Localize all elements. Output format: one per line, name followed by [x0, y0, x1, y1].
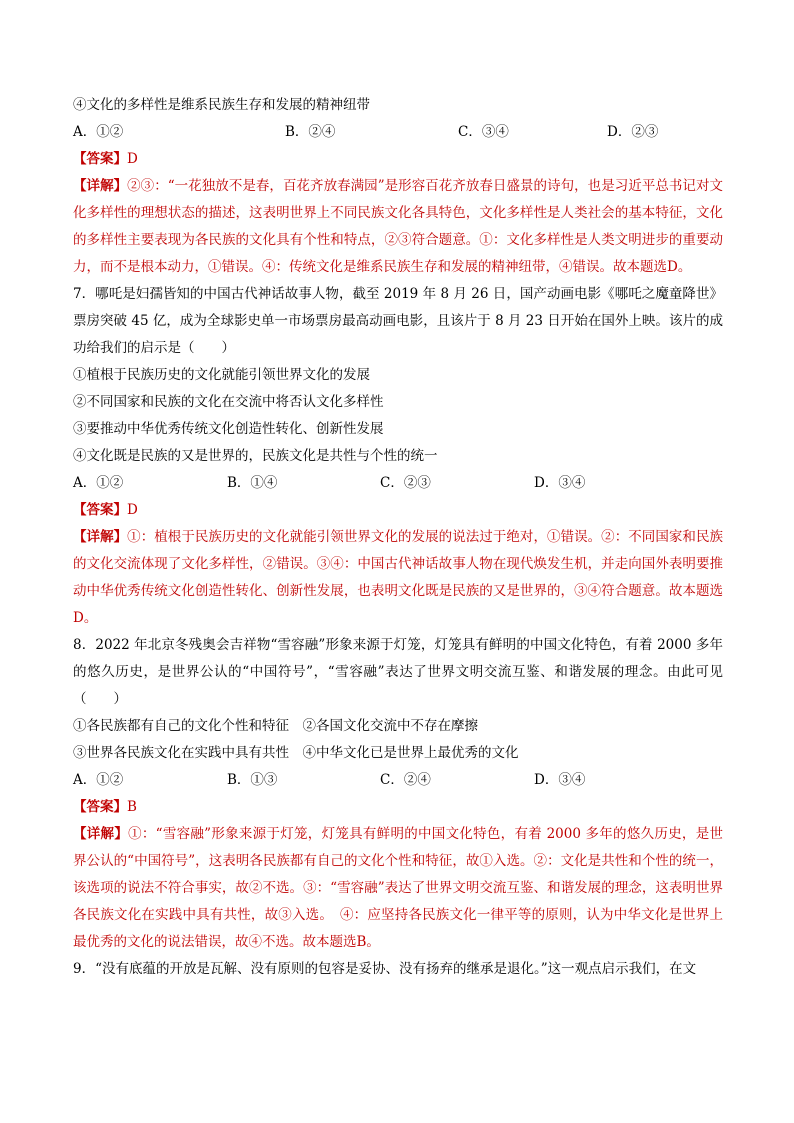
q8-option-c: C．②④: [380, 772, 431, 788]
q7-option-c: C．②③: [380, 475, 431, 491]
q8-stem: 8．2022 年北京冬残奥会吉祥物“雪容融”形象来源于灯笼，灯笼具有鲜明的中国文化特色，有着 2000 多年的悠久历史，是世界公认的“中国符号”，“雪容融”表达了世界文明交流互鉴、和谐发展的理念。由此可见（ ）: [73, 637, 723, 707]
q8-answer: [73, 794, 723, 821]
answer-label: 【答案】: [73, 502, 127, 518]
q6-option-a: A．①②: [73, 124, 124, 140]
q8-option-a: A．①②: [73, 772, 124, 788]
q6-option-d: D．②③: [607, 124, 659, 140]
q7-answer: [73, 497, 723, 524]
q7-item-4: ④文化既是民族的又是世界的，民族文化是共性与个性的统一: [73, 448, 438, 464]
q8-items-row-1: ①各民族都有自己的文化个性和特征 ②各国文化交流中不存在摩擦: [73, 718, 478, 734]
q6-option-b: B．②④: [285, 124, 336, 140]
q6-item-4: ④文化的多样性是维系民族生存和发展的精神纽带: [73, 97, 370, 113]
q7-item-2: ②不同国家和民族的文化在交流中将否认文化多样性: [73, 394, 384, 410]
explanation-text: ②③：“一花独放不是春，百花齐放春满园”是形容百花齐放春日盛景的诗句，也是习近平总书记对文化多样性的理想状态的描述，这表明世界上不同民族文化各具特色，文化多样性是人类社会的基本特征，文化的多样性主要表现为各民族的文化具有个性和特点，②③符合题意。①：文化多样性是人类文明进步的重要动力，而不是根本动力，①错误。④：传统文化是维系民族生存和发展的精神纽带，④错误。故本题选D。: [73, 178, 723, 275]
q6-options: [73, 119, 723, 146]
document-content: [73, 92, 723, 983]
answer-label: 【答案】: [73, 799, 127, 815]
q8-items-row-2: ③世界各民族文化在实践中具有共性 ④中华文化已是世界上最优秀的文化: [73, 745, 519, 761]
answer-label: 【答案】: [73, 151, 127, 167]
q7-item-3: ③要推动中华优秀传统文化创造性转化、创新性发展: [73, 421, 384, 437]
q7-option-a: A．①②: [73, 475, 124, 491]
q8-option-b: B．①③: [227, 772, 278, 788]
q7-options: [73, 470, 723, 497]
q7-option-b: B．①④: [227, 475, 278, 491]
q6-option-c: C．③④: [458, 124, 509, 140]
q7-explanation: [73, 524, 723, 632]
explanation-label: 【详解】: [73, 529, 128, 545]
q6-explanation: [73, 173, 723, 281]
q8-explanation: [73, 821, 723, 956]
answer-value: D: [127, 151, 138, 167]
answer-value: B: [127, 799, 137, 815]
q9-stem: 9．“没有底蕴的开放是瓦解、没有原则的包容是妥协、没有扬弃的继承是退化。”这一观点启示我们，在文: [73, 961, 697, 977]
q8-options: [73, 767, 723, 794]
q7-stem: 7．哪吒是妇孺皆知的中国古代神话故事人物，截至 2019 年 8 月 26 日，国产动画电影《哪吒之魔童降世》票房突破 45 亿，成为全球影史单一市场票房最高动画电影，且该片于 8 月 23 日开始在国外上映。该片的成功给我们的启示是（ ）: [73, 286, 723, 356]
q8-option-d: D．③④: [534, 772, 586, 788]
explanation-label: 【详解】: [73, 826, 129, 842]
explanation-text: ①：植根于民族历史的文化就能引领世界文化的发展的说法过于绝对，①错误。②：不同国家和民族的文化交流体现了文化多样性，②错误。③④：中国古代神话故事人物在现代焕发生机，并走向国外表明要推动中华优秀传统文化创造性转化、创新性发展，也表明文化既是民族的又是世界的，③④符合题意。故本题选D。: [73, 529, 724, 626]
q7-item-1: ①植根于民族历史的文化就能引领世界文化的发展: [73, 367, 370, 383]
q6-answer: [73, 146, 723, 173]
explanation-label: 【详解】: [73, 178, 128, 194]
q7-option-d: D．③④: [534, 475, 586, 491]
answer-value: D: [127, 502, 138, 518]
explanation-text: ①：“雪容融”形象来源于灯笼，灯笼具有鲜明的中国文化特色，有着 2000 多年的悠久历史，是世界公认的“中国符号”，这表明各民族都有自己的文化个性和特征，故①入选。②：文化是共性和个性的统一，该选项的说法不符合事实，故②不选。③：“雪容融”表达了世界文明交流互鉴、和谐发展的理念，这表明世界各民族文化在实践中具有共性，故③入选。 ④：应坚持各民族文化一律平等的原则，认为中华文化是世界上最优秀的文化的说法错误，故④不选。故本题选B。: [73, 826, 723, 950]
